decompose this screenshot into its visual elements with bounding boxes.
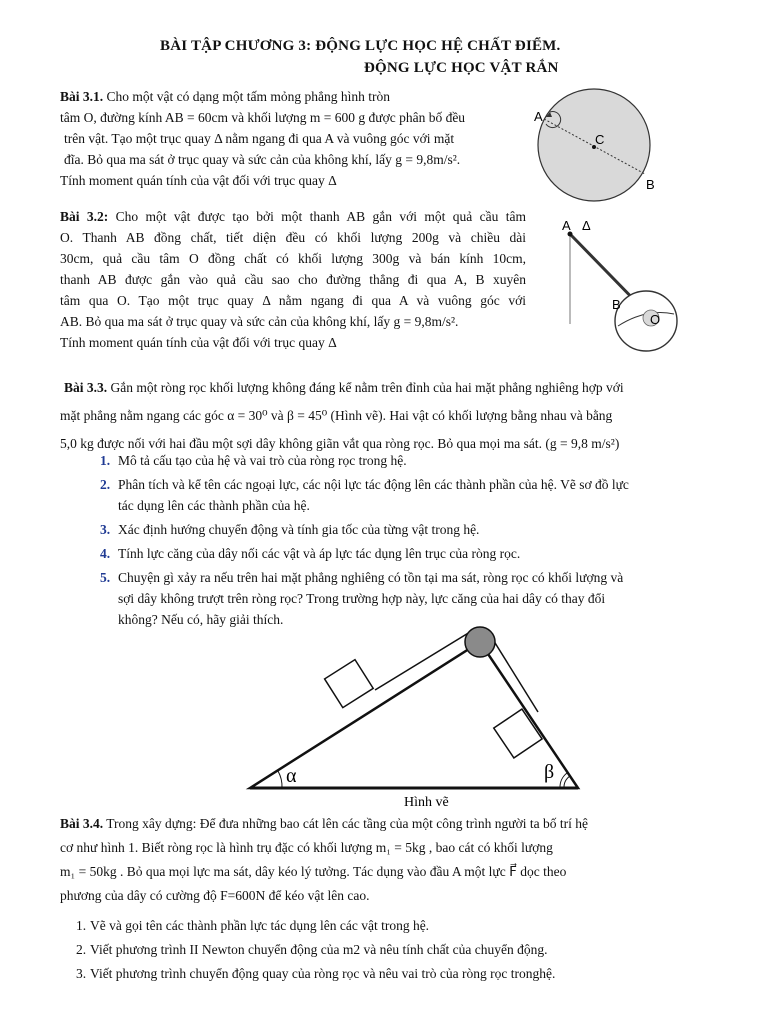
pulley-circle — [465, 627, 495, 657]
question-3-3-4: 4. Tính lực căng của dây nối các vật và áp lực tác dụng lên trục của ròng rọc. — [100, 546, 521, 561]
question-3-3-5: 5. Chuyện gì xảy ra nếu trên hai mặt phẳng nghiêng có tồn tại ma sát, ròng rọc có khối lượng và sợi dây không trượt trên ròng rọc? Trong trường hợp này, lực căng của hai dây có thay đổi không? Nếu có, hãy giải thích. — [100, 570, 624, 627]
block-left — [325, 660, 374, 708]
problem-3-2-line-7: Tính moment quán tính của vật đối với trục quay Δ — [60, 335, 337, 350]
problem-3-2-line-5: tâm qua O. Tạo một trục quay Δ nằm ngang đi qua A và vuông góc với — [60, 293, 526, 308]
problem-3-4 — [60, 812, 710, 908]
problem-3-1-line-3: trên vật. Tạo một trục quay Δ nằm ngang đi qua A và vuông góc với mặt — [64, 131, 455, 146]
problem-3-3-line-1: Gắn một ròng rọc khối lượng không đáng kể nằm trên đỉnh của hai mặt phẳng nghiêng hợp với — [110, 380, 624, 395]
problem-3-2-label: Bài 3.2: — [60, 209, 109, 224]
rod-label-b: B — [612, 297, 621, 312]
problem-3-1-line-2: tâm O, đường kính AB = 60cm và khối lượng m = 600 g được phân bố đều — [60, 110, 466, 125]
disk-label-b: B — [646, 177, 655, 192]
question-3-4-2: 2. Viết phương trình II Newton chuyển động của m2 và nêu tính chất của chuyển động. — [76, 942, 548, 957]
problem-3-2-line-6: AB. Bỏ qua ma sát ở trục quay và sức cản của không khí, lấy g = 9,8m/s². — [60, 314, 459, 329]
title-line-1: BÀI TẬP CHƯƠNG 3: ĐỘNG LỰC HỌC HỆ CHẤT ĐIỂM. — [160, 38, 561, 54]
question-3-3-2: 2. Phân tích và kể tên các ngoại lực, các nội lực tác động lên các thành phần của hệ. Vẽ sơ đồ lực tác dụng lên các thành phần của hệ. — [100, 477, 629, 513]
problem-3-3-line-3: 5,0 kg được nối với hai đầu một sợi dây không giãn vắt qua ròng rọc. Bỏ qua mọi ma sát. (g = 9,8 m/s²) — [60, 436, 620, 451]
title-line-2: ĐỘNG LỰC HỌC VẬT RẮN — [364, 60, 559, 76]
problem-3-4-questions — [76, 914, 706, 986]
problem-3-1-line-5: Tính moment quán tính của vật đối với trục quay Δ — [60, 173, 337, 188]
question-3-4-3: 3. Viết phương trình chuyển động quay của ròng rọc và nêu vai trò của ròng rọc tronghệ. — [76, 966, 556, 981]
figure-inclined-planes — [240, 620, 590, 810]
problem-3-2-line-1: Cho một vật được tạo bởi một thanh AB gắn với một quả cầu tâm — [115, 209, 526, 224]
problem-3-3 — [60, 374, 708, 458]
rod-label-a: A — [562, 218, 571, 233]
problem-3-4-line-3: m₁ = 50kg . Bỏ qua mọi lực ma sát, dây kéo lý tưởng. Tác dụng vào đầu A một lực F⃗ dọc theo — [60, 864, 567, 879]
problem-3-2-line-2: O. Thanh AB đồng chất, tiết diện đều có khối lượng 200g và chiều dài — [60, 230, 526, 245]
question-3-3-1: 1. Mô tả cấu tạo của hệ và vai trò của ròng rọc trong hệ. — [100, 453, 407, 468]
problem-3-1-label: Bài 3.1. — [60, 89, 104, 104]
problem-3-1-line-1: Cho một vật có dạng một tấm mỏng phẳng hình tròn — [106, 89, 390, 104]
rod-label-delta: Δ — [582, 218, 591, 233]
figure-caption: Hình vẽ — [404, 795, 449, 810]
problem-3-2 — [60, 206, 526, 353]
problem-3-4-line-2: cơ như hình 1. Biết ròng rọc là hình trụ đặc có khối lượng m₁ = 5kg , bao cát có khối lượng — [60, 840, 553, 855]
problem-3-4-line-4: phương của dây có cường độ F=600N để kéo vật lên cao. — [60, 888, 370, 903]
problem-3-1 — [60, 86, 530, 191]
problem-3-1-line-4: đĩa. Bỏ qua ma sát ở trục quay và sức cản của không khí, lấy g = 9,8m/s². — [64, 152, 461, 167]
double-incline-triangle — [250, 642, 578, 788]
problem-3-4-label: Bài 3.4. — [60, 816, 104, 831]
disk-label-c: C — [595, 132, 605, 147]
problem-3-2-line-4: thanh AB được gắn vào quả cầu sao cho đường thẳng đi qua A, B xuyên — [60, 272, 526, 287]
disk-label-a: A — [534, 109, 543, 124]
problem-3-3-label: Bài 3.3. — [64, 380, 108, 395]
problem-3-3-line-2: mặt phẳng nằm ngang các góc α = 30⁰ và β = 45⁰ (Hình vẽ). Hai vật có khối lượng bằng nhau và bằng — [60, 408, 613, 423]
problem-3-3-questions — [100, 450, 710, 630]
problem-3-4-line-1: Trong xây dựng: Để đưa những bao cát lên các tầng của một công trình người ta bố trí hệ — [106, 816, 588, 831]
rod-label-o: O — [650, 312, 661, 327]
figure-rod-sphere — [550, 214, 690, 359]
figure-disk — [528, 86, 678, 206]
angle-alpha-label: α — [286, 765, 297, 787]
question-3-3-3: 3. Xác định hướng chuyển động và tính gia tốc của từng vật trong hệ. — [100, 522, 480, 537]
question-3-4-1: 1. Vẽ và gọi tên các thành phần lực tác dụng lên các vật trong hệ. — [76, 918, 430, 933]
angle-beta-label: β — [544, 761, 555, 783]
problem-3-2-line-3: 30cm, quả cầu tâm O đồng chất có khối lượng 300g và bán kính 10cm, — [60, 251, 526, 266]
